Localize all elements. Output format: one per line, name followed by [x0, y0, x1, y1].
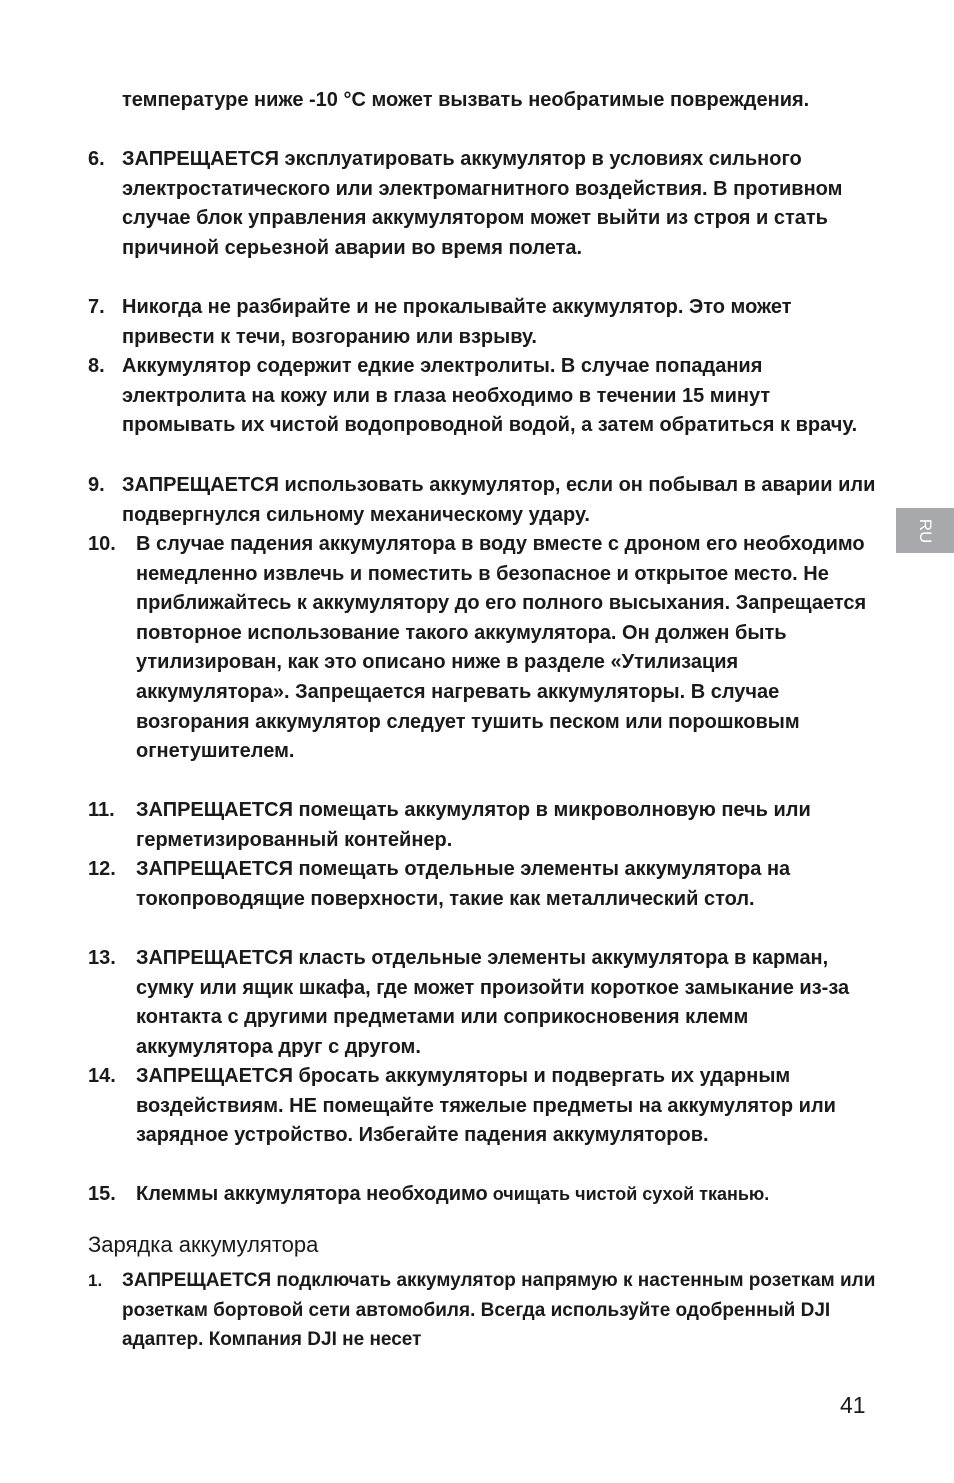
- item-text: ЗАПРЕЩАЕТСЯ подключать аккумулятор напрямую к настенным розеткам или розеткам бортовой сети автомобиля. Всегда используйте одобренный DJI адаптер. Компания DJI не несет: [122, 1270, 876, 1351]
- list-item: [88, 796, 878, 855]
- item-number: 7.: [88, 296, 105, 318]
- section-heading: Зарядка аккумулятора: [88, 1232, 319, 1257]
- list-item: [88, 530, 878, 767]
- page-number: 41: [840, 1392, 866, 1418]
- list-item: [88, 293, 878, 352]
- language-tab: [896, 508, 954, 553]
- item-number: 10.: [88, 533, 116, 555]
- item-number: 11.: [88, 799, 115, 821]
- item-number: 14.: [88, 1065, 116, 1087]
- item-text: ЗАПРЕЩАЕТСЯ бросать аккумуляторы и подвергать их ударным воздействиям. НЕ помещайте тяжелые предметы на аккумулятор или зарядное устройство. Избегайте падения аккумуляторов.: [136, 1065, 836, 1147]
- item-text: ЗАПРЕЩАЕТСЯ эксплуатировать аккумулятор в условиях сильного электростатического или электромагнитного воздействия. В противном случае блок управления аккумулятором может выйти из строя и стать причиной серьезной аварии во время полета.: [122, 148, 843, 259]
- list-item: [88, 855, 878, 914]
- item-number: 13.: [88, 947, 116, 969]
- item-number: 15.: [88, 1183, 116, 1205]
- list-item: [88, 1266, 878, 1355]
- list-item: [88, 471, 878, 530]
- item-text: ЗАПРЕЩАЕТСЯ помещать отдельные элементы аккумулятора на токопроводящие поверхности, такие как металлический стол.: [136, 858, 791, 910]
- item-text: Аккумулятор содержит едкие электролиты. В случае попадания электролита на кожу или в глаза необходимо в течении 15 минут промывать их чистой водопроводной водой, а затем обратиться к врачу.: [122, 355, 858, 437]
- item-text: ЗАПРЕЩАЕТСЯ класть отдельные элементы аккумулятора в карман, сумку или ящик шкафа, где может произойти короткое замыкание из-за контакта с другими предметами или соприкосновения клемм аккумулятора друг с другом.: [136, 947, 850, 1058]
- list-item: [88, 1062, 878, 1151]
- language-tab-label: RU: [916, 518, 935, 543]
- item-text-small: очищать чистой сухой тканью.: [487, 1184, 770, 1204]
- item-number: 12.: [88, 858, 116, 880]
- item-text: [88, 1180, 878, 1210]
- item-number: 9.: [88, 474, 105, 496]
- list-item: [88, 1180, 878, 1210]
- list-item: [88, 352, 878, 441]
- item-text-main: Клеммы аккумулятора необходимо: [136, 1183, 488, 1205]
- item-text: В случае падения аккумулятора в воду вместе с дроном его необходимо немедленно извлечь и поместить в безопасное и открытое место. Не приближайтесь к аккумулятору до его полного высыхания. Запрещается повторное использование такого аккумулятора. Он должен быть утилизирован, как это описано ниже в разделе «Утилизация аккумулятора». Запрещается нагревать аккумуляторы. В случае возгорания аккумулятор следует тушить песком или порошковым огнетушителем.: [136, 533, 867, 763]
- list-item: [88, 145, 878, 263]
- item-text: Никогда не разбирайте и не прокалывайте аккумулятор. Это может привести к течи, возгоранию или взрыву.: [122, 296, 792, 348]
- list-item: [88, 944, 878, 1062]
- item-text: ЗАПРЕЩАЕТСЯ помещать аккумулятор в микроволновую печь или герметизированный контейнер.: [136, 799, 811, 851]
- continuation-text: температуре ниже -10 °C может вызвать необратимые повреждения.: [122, 89, 810, 111]
- item-number: 6.: [88, 148, 105, 170]
- item-text: ЗАПРЕЩАЕТСЯ использовать аккумулятор, если он побывал в аварии или подвергнулся сильному механическому удару.: [122, 474, 876, 526]
- item-number: 1.: [88, 1271, 103, 1290]
- item-number: 8.: [88, 355, 105, 377]
